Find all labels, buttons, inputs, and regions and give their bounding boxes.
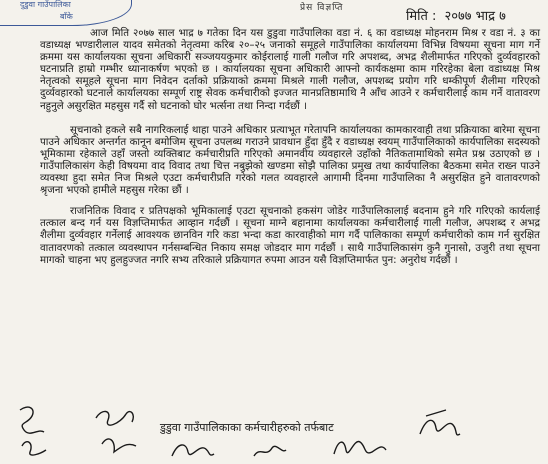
- office-stamp: [0, 0, 132, 26]
- paragraph-2: सूचनाको हकले सबै नागरिकलाई थाहा पाउने अधिकार प्रत्याभूत गरेतापनि कार्यालयका कामकारवाही तथा प्रक्रियाका बारेमा सूचना पाउने अधिकार अन्तर्गत कानून बमोजिम सूचना उपलब्ध गराउने प्रावधान हुँदा हुँदै र वडाध्यक्ष स्वयम् गाउँपालिकाको कार्यपालिका सदस्यको भूमिकामा रहेकाले उहाँ जस्तो व्यक्तिबाट कर्मचारीप्रति गरिएको अमानवीय व्यवहारले उहाँको नैतिकतामाथिको समेत प्रश्न उठाएको छ । गाउँपालिकासंग केही विषयमा वाद विवाद तथा चित्त नबुझेको खण्डमा सोझै पालिका प्रमुख तथा कार्यपालिका बैठकमा समेत राख्न पाउने व्यवस्था हुदा समेत निज मिश्रले एउटा कर्मचारीप्रति गरेको गलत व्यवहारले आगामी दिनमा गाउँपालिका नै असुरक्षित हुने वातावरणको श्रृजना भएको हामीले महसुस गरेका छौं ।: [40, 124, 540, 197]
- header-mark: प्रेस विज्ञप्ति: [300, 3, 344, 13]
- date-value: २०७७ भाद्र ७: [444, 9, 506, 24]
- paragraph-3: राजनितिक विवाद र प्रतिपक्षको भूमिकालाई एउटा सूचनाको हकसंग जोडेर गाउँपालिकालाई बदनाम हुने गरि गरिएको कार्यलाई तत्काल बन्द गर्न यस विज्ञप्तिमार्फत आव्हान गर्दछौं । सूचना माग्ने बहानामा कार्यालयका कर्मचारीलाई गाली गलौज, अपशब्द र अभद्र शैलीमा दुर्व्यवहार गर्नेलाई आवश्यक छानविन गरि कडा भन्दा कडा कारवाहीको माग गर्दै पालिकाका सम्पूर्ण कर्मचारीको काम गर्न सुरक्षित वातावरणको तत्काल व्यवस्थापन गर्नसम्बन्धित निकाय समक्ष जोडदार माग गर्दछौं । साथै गाउँपालिकासंग कुनै गुनासो, उजुरी तथा सूचना मागको चाहना भए हुलहुज्जत नगरि सभ्य तरिकाले प्रक्रियागत रुपमा आउन यसै विज्ञप्तिमार्फत पुन: अनुरोध गर्दछौं ।: [40, 206, 540, 266]
- stamp-line-1: दुडुवा गाउँपालिका: [20, 0, 71, 9]
- closing-line: डुडुवा गाउँपालिकाका कर्मचारीहरुको तर्फबाट: [160, 421, 334, 434]
- signature-3: [168, 436, 218, 464]
- signature-2: [92, 400, 142, 464]
- paragraph-1: आज मिति २०७७ साल भाद्र ७ गतेका दिन यस डुडुवा गाउँपालिका वडा नं. ६ का वडाध्यक्ष मोहनराम मिश्र र वडा नं. ३ का वडाध्यक्ष भण्डारीलाल यादव समेतको नेतृत्वमा करिब २०–२५ जनाको समूहले गाउँपालिका कार्यालयमा विभिन्न विषयमा सूचना माग गर्ने क्रममा यस कार्यालयका सूचना अधिकारी सञ्जययकुमार कोईरालाई गाली गलौज गरि अपशब्द, अभद्र शैलीमार्फत गरिएको दुर्व्यवहारको घटनाप्रति हाम्रो गम्भीर ध्यानाकर्षण भएको छ । कार्यालयका सूचना अधिकारी आफ्नो कार्यकक्षमा काम गरिरहेका बेला वडाध्यक्ष मिश्र नेतृत्वको समूहले सूचना माग निवेदन दर्ताको प्रक्रियाको क्रममा मिश्रले गाली गलौज, अपशब्द प्रयोग गरि धम्कीपूर्ण शैलीमा गरिएको दुर्व्यवहारको घटनाले कार्यालयका सम्पूर्ण राष्ट्र सेवक कर्मचारीको इज्जत मानप्रतिष्ठामाथि नै आँच आउने र कर्मचारीलाई काम गर्ने वातावरण नहुनुले असुरक्षित महसुस गर्दै सो घटनाको घोर भर्त्सना तथा निन्दा गर्दछौं ।: [40, 28, 540, 112]
- signature-4: [250, 440, 290, 464]
- signature-6: [416, 404, 464, 452]
- date-line: [406, 6, 506, 24]
- signature-5: [330, 430, 390, 464]
- date-label: मिति :: [406, 9, 437, 24]
- signature-1: [14, 402, 54, 464]
- release-body: [40, 28, 540, 276]
- stamp-line-2: बाँके: [60, 12, 73, 21]
